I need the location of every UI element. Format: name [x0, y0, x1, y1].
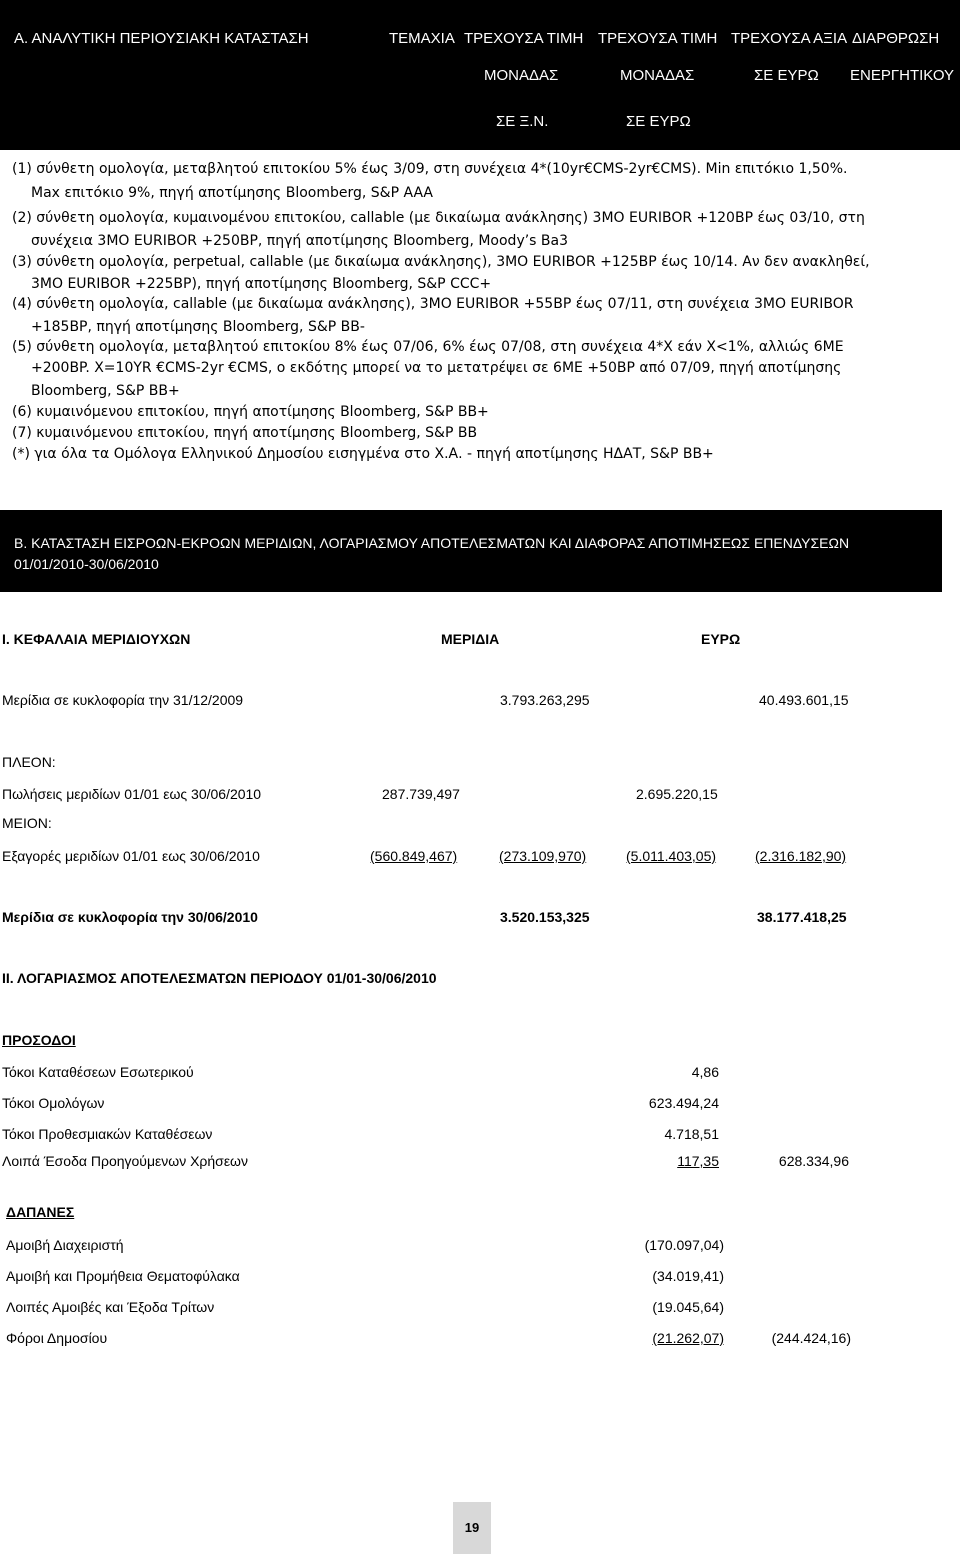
expense-item-label: Λοιπές Αμοιβές και Έξοδα Τρίτων: [6, 1299, 215, 1315]
column-header-price-fc-line2: ΜΟΝΑΔΑΣ: [484, 67, 559, 84]
closing-euro-value: 38.177.418,25: [757, 909, 847, 925]
column-header-price-fc-line3: ΣΕ Ξ.Ν.: [496, 113, 549, 130]
minus-label: ΜΕΙΟΝ:: [2, 815, 52, 831]
column-header-price-fc: ΤΡΕΧΟΥΣΑ ΤΙΜΗ: [464, 30, 584, 47]
footnote-line: (2) σύνθετη ομολογία, κυμαινομένου επιτοκίου, callable (με δικαίωμα ανάκλησης) 3MO EURIBOR +120BP έως 03/10, στη: [12, 210, 865, 226]
opening-units-value: 3.793.263,295: [500, 692, 590, 708]
section-b-header-bar: [0, 510, 942, 592]
section-b-title: Β. ΚΑΤΑΣΤΑΣΗ ΕΙΣΡΟΩΝ-ΕΚΡΟΩΝ ΜΕΡΙΔΙΩΝ, ΛΟΓΑΡΙΑΣΜΟΥ ΑΠΟΤΕΛΕΣΜΑΤΩΝ ΚΑΙ ΔΙΑΦΟΡΑΣ ΑΠΟΤΙΜΗΣΕΩΣ ΕΠΕΝΔΥΣΕΩΝ: [14, 535, 850, 551]
footnote-line: (7) κυμαινόμενου επιτοκίου, πηγή αποτίμησης Bloomberg, S&P BB: [12, 425, 478, 441]
column-header-price-eur-line3: ΣΕ ΕΥΡΩ: [626, 113, 691, 130]
income-item-label: Τόκοι Καταθέσεων Εσωτερικού: [2, 1064, 194, 1080]
net-units-value: (273.109,970): [499, 848, 587, 864]
footnote-line: +185BP, πηγή αποτίμησης Bloomberg, S&P BB-: [31, 319, 365, 335]
column-header-value-eur: ΤΡΕΧΟΥΣΑ ΑΞΙΑ: [731, 30, 848, 47]
redemptions-units-value: (560.849,467): [370, 848, 458, 864]
footnote-line: (5) σύνθετη ομολογία, μεταβλητού επιτοκίου 8% έως 07/06, 6% έως 07/08, στη συνέχεια 4*X εάν X<1%, αλλιώς 6ME: [12, 339, 844, 355]
column-header-price-eur: ΤΡΕΧΟΥΣΑ ΤΙΜΗ: [598, 30, 718, 47]
income-item-label: Τόκοι Ομολόγων: [2, 1095, 105, 1111]
income-item-label: Λοιπά Έσοδα Προηγούμενων Χρήσεων: [2, 1153, 248, 1169]
footnote-line: (1) σύνθετη ομολογία, μεταβλητού επιτοκίου 5% έως 3/09, στη συνέχεια 4*(10yr€CMS-2yr€CMS). Min επιτόκιο 1,50%.: [12, 161, 848, 177]
capital-heading: Ι. ΚΕΦΑΛΑΙΑ ΜΕΡΙΔΙΟΥΧΩΝ: [2, 631, 191, 647]
expense-item-amount: (34.019,41): [652, 1268, 724, 1284]
page-number-box: [453, 1502, 491, 1554]
sales-units-value: 287.739,497: [382, 786, 460, 802]
closing-units-label: Μερίδια σε κυκλοφορία την 30/06/2010: [2, 909, 258, 925]
footnote-line: Bloomberg, S&P BB+: [31, 383, 180, 399]
column-header-allocation-line2: ΕΝΕΡΓΗΤΙΚΟΥ: [850, 67, 955, 84]
section-a-header-bar: [0, 0, 960, 150]
footnote-line: 3MO EURIBOR +225BP), πηγή αποτίμησης Bloomberg, S&P CCC+: [31, 276, 492, 292]
redemptions-euro-value: (5.011.403,05): [626, 848, 717, 864]
redemptions-label: Εξαγορές μεριδίων 01/01 εως 30/06/2010: [2, 848, 260, 864]
plus-label: ΠΛΕΟΝ:: [2, 754, 56, 770]
footnote-line: (6) κυμαινόμενου επιτοκίου, πηγή αποτίμησης Bloomberg, S&P BB+: [12, 404, 489, 420]
income-heading: ΠΡΟΣΟΔΟΙ: [2, 1032, 76, 1048]
footnote-line: +200BP. X=10YR €CMS-2yr €CMS, ο εκδότης μπορεί να το μετατρέψει σε 6ME +50BP από 07/09, πηγή αποτίμησης: [31, 360, 842, 376]
expense-item-label: Αμοιβή και Προμήθεια Θεματοφύλακα: [6, 1268, 240, 1284]
income-total: 628.334,96: [778, 1153, 849, 1169]
column-header-units: ΤΕΜΑΧΙΑ: [389, 30, 455, 47]
income-item-amount: 117,35: [677, 1153, 719, 1169]
income-item-amount: 623.494,24: [648, 1095, 719, 1111]
opening-euro-value: 40.493.601,15: [759, 692, 849, 708]
income-item-amount: 4.718,51: [664, 1126, 719, 1142]
closing-units-value: 3.520.153,325: [500, 909, 590, 925]
page-number: 19: [464, 1520, 480, 1535]
expense-item-label: Αμοιβή Διαχειριστή: [6, 1237, 124, 1253]
expenses-total: (244.424,16): [771, 1330, 851, 1346]
expense-item-amount: (19.045,64): [652, 1299, 724, 1315]
expense-item-label: Φόροι Δημοσίου: [6, 1330, 108, 1346]
footnote-line: Max επιτόκιο 9%, πηγή αποτίμησης Bloomberg, S&P AAA: [31, 185, 433, 201]
income-item-amount: 4,86: [691, 1064, 719, 1080]
column-header-price-eur-line2: ΜΟΝΑΔΑΣ: [620, 67, 695, 84]
section-a-title: Α. ΑΝΑΛΥΤΙΚΗ ΠΕΡΙΟΥΣΙΑΚΗ ΚΑΤΑΣΤΑΣΗ: [14, 30, 309, 47]
sales-euro-value: 2.695.220,15: [636, 786, 718, 802]
income-item-label: Τόκοι Προθεσμιακών Καταθέσεων: [2, 1126, 213, 1142]
expense-item-amount: (21.262,07): [652, 1330, 724, 1346]
footnote-line: (3) σύνθετη ομολογία, perpetual, callable (με δικαίωμα ανάκλησης), 3MO EURIBOR +125BP έως 10/14. Αν δεν ανακληθεί,: [12, 254, 870, 270]
footnote-line: συνέχεια 3MO EURIBOR +250BP, πηγή αποτίμησης Bloomberg, Moody’s Ba3: [31, 233, 569, 249]
units-column-header: ΜΕΡΙΔΙΑ: [441, 631, 500, 647]
euro-column-header: ΕΥΡΩ: [701, 631, 741, 647]
footnote-line: (*) για όλα τα Ομόλογα Ελληνικού Δημοσίου εισηγμένα στο Χ.Α. - πηγή αποτίμησης ΗΔΑΤ, S&P BB+: [12, 446, 714, 462]
sales-label: Πωλήσεις μεριδίων 01/01 εως 30/06/2010: [2, 786, 262, 802]
opening-units-label: Μερίδια σε κυκλοφορία την 31/12/2009: [2, 692, 244, 708]
column-header-value-eur-line2: ΣΕ ΕΥΡΩ: [754, 67, 819, 84]
expense-item-amount: (170.097,04): [644, 1237, 724, 1253]
income-statement-heading: ΙΙ. ΛΟΓΑΡΙΑΣΜΟΣ ΑΠΟΤΕΛΕΣΜΑΤΩΝ ΠΕΡΙΟΔΟΥ 01/01-30/06/2010: [2, 970, 437, 986]
column-header-allocation: ΔΙΑΡΘΡΩΣΗ: [852, 30, 940, 47]
footnote-line: (4) σύνθετη ομολογία, callable (με δικαίωμα ανάκλησης), 3MO EURIBOR +55BP έως 07/11, στη συνέχεια 3MO EURIBOR: [12, 296, 854, 312]
net-euro-value: (2.316.182,90): [755, 848, 847, 864]
section-b-period: 01/01/2010-30/06/2010: [14, 556, 159, 572]
expenses-heading: ΔΑΠΑΝΕΣ: [6, 1204, 75, 1220]
